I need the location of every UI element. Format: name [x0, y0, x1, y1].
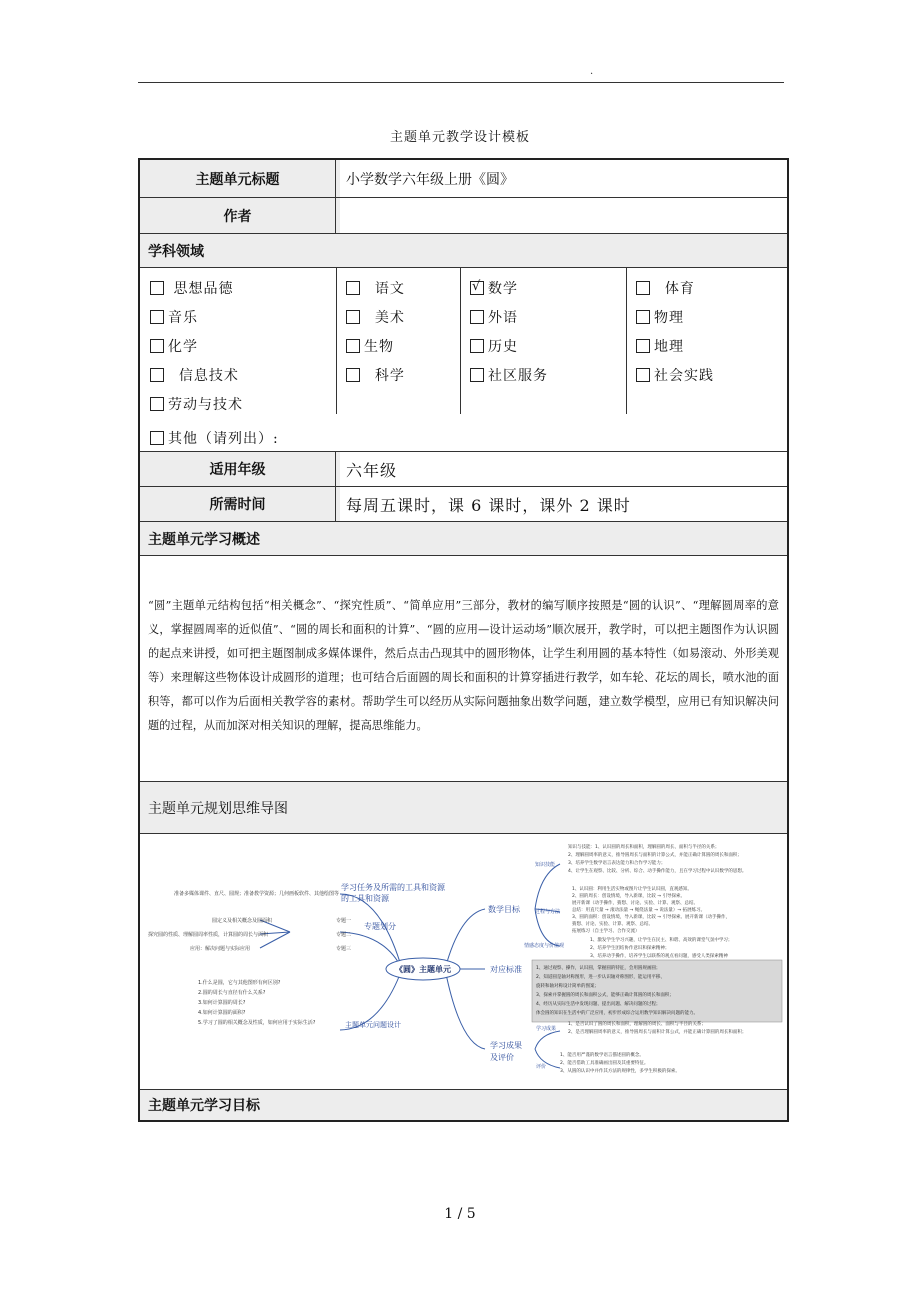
evaluation-2: 2、能否借助工具准确画出圆及其重要特征。 [560, 1061, 649, 1066]
branch-assessment: 学习成果 [490, 1041, 522, 1050]
attitude-3: 3、培养动手操作，培养学生以联系的观点看问题，感受人类探索精神 [590, 954, 728, 959]
checkbox[interactable] [150, 281, 164, 295]
checkbox[interactable] [150, 310, 164, 324]
row-author [140, 198, 787, 234]
knowledge-3: 3、培养学生数学语言表达能力和合作学习能力； [568, 861, 666, 866]
resources-note: 准备多媒体课件、直尺、圆规；准备教学资源；几何画板软件、其他绘图等 [174, 891, 340, 897]
process-4: 总结：用直尺量 → 滚动法量 → 绳绕法量 → 说法量）→ 拓展练习。 [572, 908, 706, 913]
subject-geography[interactable]: 地理 [636, 336, 684, 356]
subject-chemistry[interactable]: 化学 [150, 336, 198, 356]
mindmap-heading: 主题单元规划思维导图 [140, 782, 787, 834]
branch-topics: 专题划分 [364, 922, 396, 931]
author-value[interactable] [340, 198, 787, 233]
subject-music[interactable]: 音乐 [150, 307, 198, 327]
subject-pe[interactable]: 体育 [636, 278, 695, 298]
question-4: 4.如何计算圆的面积? [198, 1010, 246, 1016]
design-table [138, 158, 789, 1122]
objectives-heading: 主题单元学习目标 [140, 1090, 787, 1120]
question-3: 3.如何计算圆的周长? [198, 1000, 246, 1006]
attitude-2: 2、培养学生团结协作意识和探索精神； [590, 946, 670, 951]
checkbox[interactable] [150, 339, 164, 353]
column-divider [460, 268, 461, 414]
standard-2: 2、知道圆是轴对称图形，进一步认识轴对称图形，能运用平移、 [536, 975, 665, 980]
subject-labor[interactable]: 劳动与技术 [150, 394, 243, 414]
standard-3: 旋转和轴对称设计简单的图案； [536, 984, 599, 989]
result-1: 1、是否认识了圆的周长和面积，理解圆的周长、面积与半径的关系； [568, 1022, 706, 1027]
overview-cell [140, 556, 787, 782]
time-value[interactable]: 每周五课时，课 6 课时，课外 2 课时 [340, 487, 787, 521]
column-divider [626, 268, 627, 414]
process-5: 3、圆的面积：创设情境，导入新课，比较 → 引导探索。展开新课（动手操作， [572, 915, 730, 920]
subject-chinese[interactable]: 语文 [346, 278, 405, 298]
goal-process: 过程与方法 [535, 909, 561, 915]
process-2: 2、圆的周长：创设情境，导入新课，比较 → 引导探索。 [572, 894, 685, 899]
checkbox[interactable] [470, 368, 484, 382]
overview-heading: 主题单元学习概述 [140, 522, 787, 556]
subject-social[interactable]: 社会实践 [636, 365, 714, 385]
checkbox[interactable] [636, 281, 650, 295]
process-7: 拓展练习（自主学习、合作交流） [572, 929, 640, 934]
subject-community[interactable]: 社区服务 [470, 365, 548, 385]
subject-physics[interactable]: 物理 [636, 307, 684, 327]
topic-1-desc: 圆定义及相关概念及圆面积 [212, 918, 273, 924]
page-number: 1 / 5 [444, 1206, 476, 1222]
time-label: 所需时间 [140, 487, 336, 521]
goal-attitude: 情感态度与价值观 [524, 943, 565, 949]
goal-knowledge: 知识技能 [535, 862, 556, 868]
unit-title-label: 主题单元标题 [140, 160, 336, 197]
check-mark-icon: √ [472, 279, 482, 294]
mindmap-center-label: 《圆》主题单元 [395, 965, 451, 974]
grade-value[interactable]: 六年级 [340, 452, 787, 486]
subject-history[interactable]: 历史 [470, 336, 518, 356]
subject-art[interactable]: 美术 [346, 307, 405, 327]
checkbox[interactable] [636, 368, 650, 382]
subject-biology[interactable]: 生物 [346, 336, 394, 356]
knowledge-2: 2、理解圆周率的意义，推导圆周长与面积的计算公式，并能正确计算圆的周长和面积； [568, 853, 742, 858]
row-grade [140, 452, 787, 487]
author-label: 作者 [140, 198, 336, 233]
checkbox[interactable] [636, 310, 650, 324]
mindmap-diagram [140, 834, 787, 1090]
checkbox-checked[interactable] [470, 281, 484, 295]
topic-2: 专题二 [336, 932, 352, 938]
row-unit-title [140, 160, 787, 198]
document-title: 主题单元教学设计模板 [389, 130, 530, 145]
branch-questions: 主题单元问题设计 [345, 1021, 401, 1029]
branch-resources: 学习任务及所需的工具和资源 [341, 883, 445, 892]
subject-math[interactable]: √ 数学 [472, 279, 518, 297]
question-5: 5.学习了圆的相关概念及性质，如何应用于实际生活? [198, 1020, 316, 1026]
subject-moral[interactable]: 思想品德 [150, 278, 233, 298]
process-3: 展开新课（动手操作，猜想、讨论、实验、计算、观察、总结。 [572, 901, 698, 906]
header-dot: . [590, 66, 594, 77]
subject-grid [140, 268, 787, 452]
branch-assessment-2: 及评价 [490, 1053, 514, 1062]
header-rule [138, 82, 784, 83]
standard-5: 4、经历从实际生活中发现问题、提出问题、解决问题的过程； [536, 1002, 661, 1007]
assessment-result: 学习成果 [536, 1026, 557, 1032]
standard-1: 1、通过观察、操作，认识圆，掌握圆的特征，会用圆规画圆； [536, 966, 661, 971]
checkbox[interactable] [470, 339, 484, 353]
result-2: 2、是否理解圆周率的意义，推导圆周长与面积计算公式，并能正确计算圆的周长和面积； [568, 1030, 747, 1035]
attitude-1: 1、激发学生学习兴趣，让学生在民主、和谐、高效的课堂气氛中学习； [590, 938, 733, 943]
subject-other[interactable]: 其他（请列出）: [150, 428, 279, 448]
branch-standards: 对应标准 [490, 965, 522, 974]
subject-english[interactable]: 外语 [470, 307, 518, 327]
evaluation-3: 3、从圆的认识中并作其方法的规律性，多学生积极的探索。 [560, 1069, 680, 1074]
question-2: 2.圆的周长与直径有什么关系? [198, 990, 266, 996]
checkbox[interactable] [346, 281, 360, 295]
branch-goals: 数学目标 [488, 905, 520, 914]
topic-3: 专题三 [336, 946, 352, 952]
evaluation-1: 1、能否用严谨的数学语言描述圆的概念。 [560, 1053, 644, 1058]
knowledge-4: 4、让学生在观察、比较、分析、综合、动手操作能力，且在学习过程中认识数学的思想。 [568, 869, 747, 874]
standard-4: 3、探索并掌握圆的周长和面积公式，能够正确计算圆的周长和面积； [536, 993, 674, 998]
checkbox[interactable] [150, 368, 164, 382]
subject-it[interactable]: 信息技术 [150, 365, 239, 385]
checkbox[interactable] [346, 368, 360, 382]
checkbox[interactable] [150, 397, 164, 411]
knowledge-1: 知识与技能：1、认识圆的周长和面积，理解圆的周长、面积与半径的关系； [568, 845, 720, 850]
checkbox[interactable] [636, 339, 650, 353]
checkbox[interactable] [150, 431, 164, 445]
checkbox[interactable] [346, 339, 360, 353]
question-1: 1.什么是圆，它与其他图形有何区别? [198, 980, 281, 986]
process-6: 猜想、讨论、实验、计算、观察、总结。 [572, 922, 653, 927]
assessment-evaluation: 评价 [536, 1064, 547, 1070]
checkbox[interactable] [470, 310, 484, 324]
grade-label: 适用年级 [140, 452, 336, 486]
column-divider [336, 268, 337, 414]
subject-science[interactable]: 科学 [346, 365, 405, 385]
standard-6: 体会圆的知识在生活中的广泛应用，初步形成综合运用数学知识解决问题的能力。 [536, 1011, 698, 1016]
unit-title-value[interactable]: 小学数学六年级上册《圆》 [340, 160, 787, 197]
overview-text: “圆”主题单元结构包括“相关概念”、“探究性质”、“简单应用”三部分，教材的编写顺序按照是“圆的认识”、“理解圆周率的意义，掌握圆周率的近似值”、“圆的周长和面积的计算”、“圆的应用—设计运动场”顺次展开，教学时，可以把主题图作为认识圆的起点来讲授，如可把主题图制成多媒体课件，然后点击凸现其中的圆形物体，让学生利用圆的基本特性（如易滚动、外形美观等）来理解这些物体设计成圆形的道理；也可结合后面圆的周长和面积的计算穿插进行教学，如车轮、花坛的周长，喷水池的面积等，都可以作为后面相关教学容的素材。帮助学生可以经历从实际问题抽象出数学问题，建立数学模型，应用已有知识解决问题的过程，从而加深对相关知识的理解，提高思维能力。 [148, 599, 779, 732]
checkbox[interactable] [346, 310, 360, 324]
row-time [140, 487, 787, 522]
topic-3-desc: 应用：解决问题与实际应用 [190, 946, 251, 952]
topic-1: 专题一 [336, 918, 352, 924]
topic-2-desc: 探究圆的性质、理解圆周率性质，计算圆的周长与面积 [148, 932, 269, 938]
subject-area-heading: 学科领域 [140, 234, 787, 268]
mindmap-cell [140, 834, 787, 1090]
process-1: 1、认识圆：利用生活实物或图片让学生认识圆，直观感知。 [572, 887, 692, 892]
branch-resources-2: 的工具和资源 [341, 894, 389, 903]
